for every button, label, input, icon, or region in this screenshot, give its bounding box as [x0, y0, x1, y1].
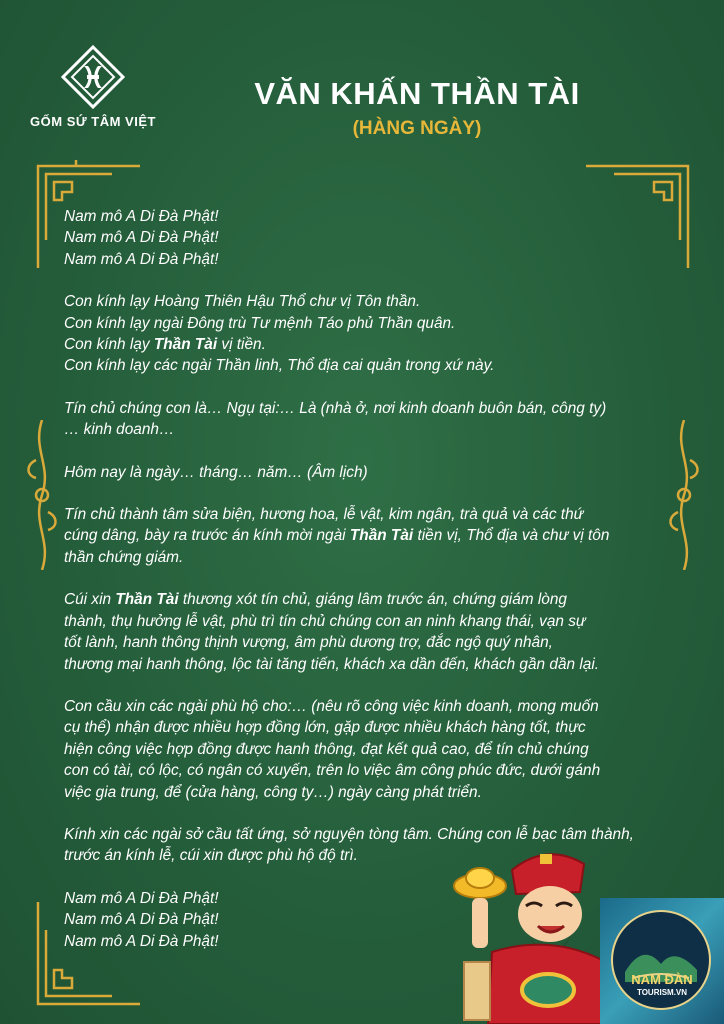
text-segment: thương xót tín chủ, giáng lâm trước án, chứng giám lòng: [178, 591, 567, 609]
logo-emblem-icon: [60, 44, 126, 110]
prayer-line: thương mại hanh thông, lộc tài tăng tiến, khách xa dần đến, khách gần dần lại.: [64, 655, 600, 673]
request-line: việc gia trung, để (cửa hàng, công ty…) ngày càng phát triển.: [64, 783, 482, 801]
text-segment: tiền vị, Thổ địa và chư vị tôn: [413, 527, 610, 545]
opening-line: Nam mô A Di Đà Phật!: [64, 208, 219, 225]
invocation-paragraph: [64, 291, 664, 377]
page-subtitle: (HÀNG NGÀY): [352, 118, 482, 139]
god-of-wealth-mascot-icon: [452, 842, 612, 1024]
prayer-line: thành, thụ hưởng lễ vật, phù trì tín chủ chúng con an ninh khang thái, vạn sự: [64, 612, 586, 630]
offering-line: thần chứng giám.: [64, 548, 184, 566]
ending-line: Nam mô A Di Đà Phật!: [64, 889, 219, 907]
owner-line: Tín chủ chúng con là… Ngụ tại:… Là (nhà ở, nơi kinh doanh buôn bán, công ty): [64, 399, 607, 417]
text-segment: Cúi xin: [64, 591, 116, 609]
ending-line: Nam mô A Di Đà Phật!: [64, 911, 219, 929]
text-segment: vị tiền.: [217, 336, 266, 354]
date-paragraph: [64, 462, 664, 483]
nam-dan-badge: [600, 898, 724, 1024]
opening-line: Nam mô A Di Đà Phật!: [64, 250, 219, 268]
opening-line: Nam mô A Di Đà Phật!: [64, 229, 219, 247]
badge-title: NAM ĐÀN: [631, 972, 693, 987]
deity-name: Thần Tài: [115, 591, 179, 609]
badge-subtitle: TOURISM.VN: [636, 988, 688, 997]
offering-line: Tín chủ thành tâm sửa biện, hương hoa, lễ vật, kim ngân, trà quả và các thứ: [64, 506, 584, 524]
owner-paragraph: [64, 398, 664, 441]
offering-line: [64, 525, 664, 546]
opening-paragraph: [64, 206, 664, 270]
date-line: Hôm nay là ngày… tháng… năm… (Âm lịch): [64, 463, 368, 481]
closing-line: Kính xin các ngài sở cầu tất ứng, sở nguyện tòng tâm. Chúng con lễ bạc tâm thành,: [64, 825, 634, 843]
text-segment: cúng dâng, bày ra trước án kính mời ngài: [64, 527, 350, 545]
prayer-line: tốt lành, hanh thông thịnh vượng, âm phù dương trợ, đắc ngộ quý nhân,: [64, 634, 553, 652]
prayer-paragraph: [64, 589, 664, 675]
request-line: cụ thể) nhận được nhiều hợp đồng lớn, gặp được nhiều khách hàng tốt, thực: [64, 719, 586, 737]
text-segment: Con kính lạy: [64, 336, 154, 354]
prayer-text: [64, 206, 664, 952]
deity-name: Thần Tài: [349, 527, 414, 545]
request-line: hiện công việc hợp đồng được hanh thông, đạt kết quả cao, để tín chủ chúng: [64, 740, 589, 758]
request-line: con có tài, có lộc, có ngân có xuyến, trên lo việc âm công phúc đức, dưới gánh: [64, 762, 601, 780]
side-ornament-icon: [22, 420, 62, 570]
invocation-line: Con kính lạy ngài Đông trù Tư mệnh Táo phủ Thần quân.: [64, 314, 456, 332]
invocation-line: Con kính lạy các ngài Thần linh, Thổ địa cai quản trong xứ này.: [64, 357, 495, 375]
offering-paragraph: [64, 504, 664, 568]
side-ornament-icon: [664, 420, 704, 570]
request-line: Con cầu xin các ngài phù hộ cho:… (nêu rõ công việc kinh doanh, mong muốn: [64, 697, 599, 715]
ending-line: Nam mô A Di Đà Phật!: [64, 932, 219, 950]
invocation-line: Con kính lạy Hoàng Thiên Hậu Thổ chư vị Tôn thần.: [64, 293, 421, 311]
page-title: VĂN KHẤN THẦN TÀI: [254, 76, 580, 111]
deity-name: Thần Tài: [153, 336, 218, 354]
request-paragraph: [64, 696, 664, 803]
logo-text: GỐM SỨ TÂM VIỆT: [30, 114, 156, 129]
brand-logo: [28, 44, 158, 129]
owner-line: … kinh doanh…: [64, 421, 175, 439]
prayer-line: [64, 589, 664, 610]
invocation-line: [64, 334, 664, 355]
closing-line: trước án kính lễ, cúi xin được phù hộ độ trì.: [64, 847, 358, 865]
